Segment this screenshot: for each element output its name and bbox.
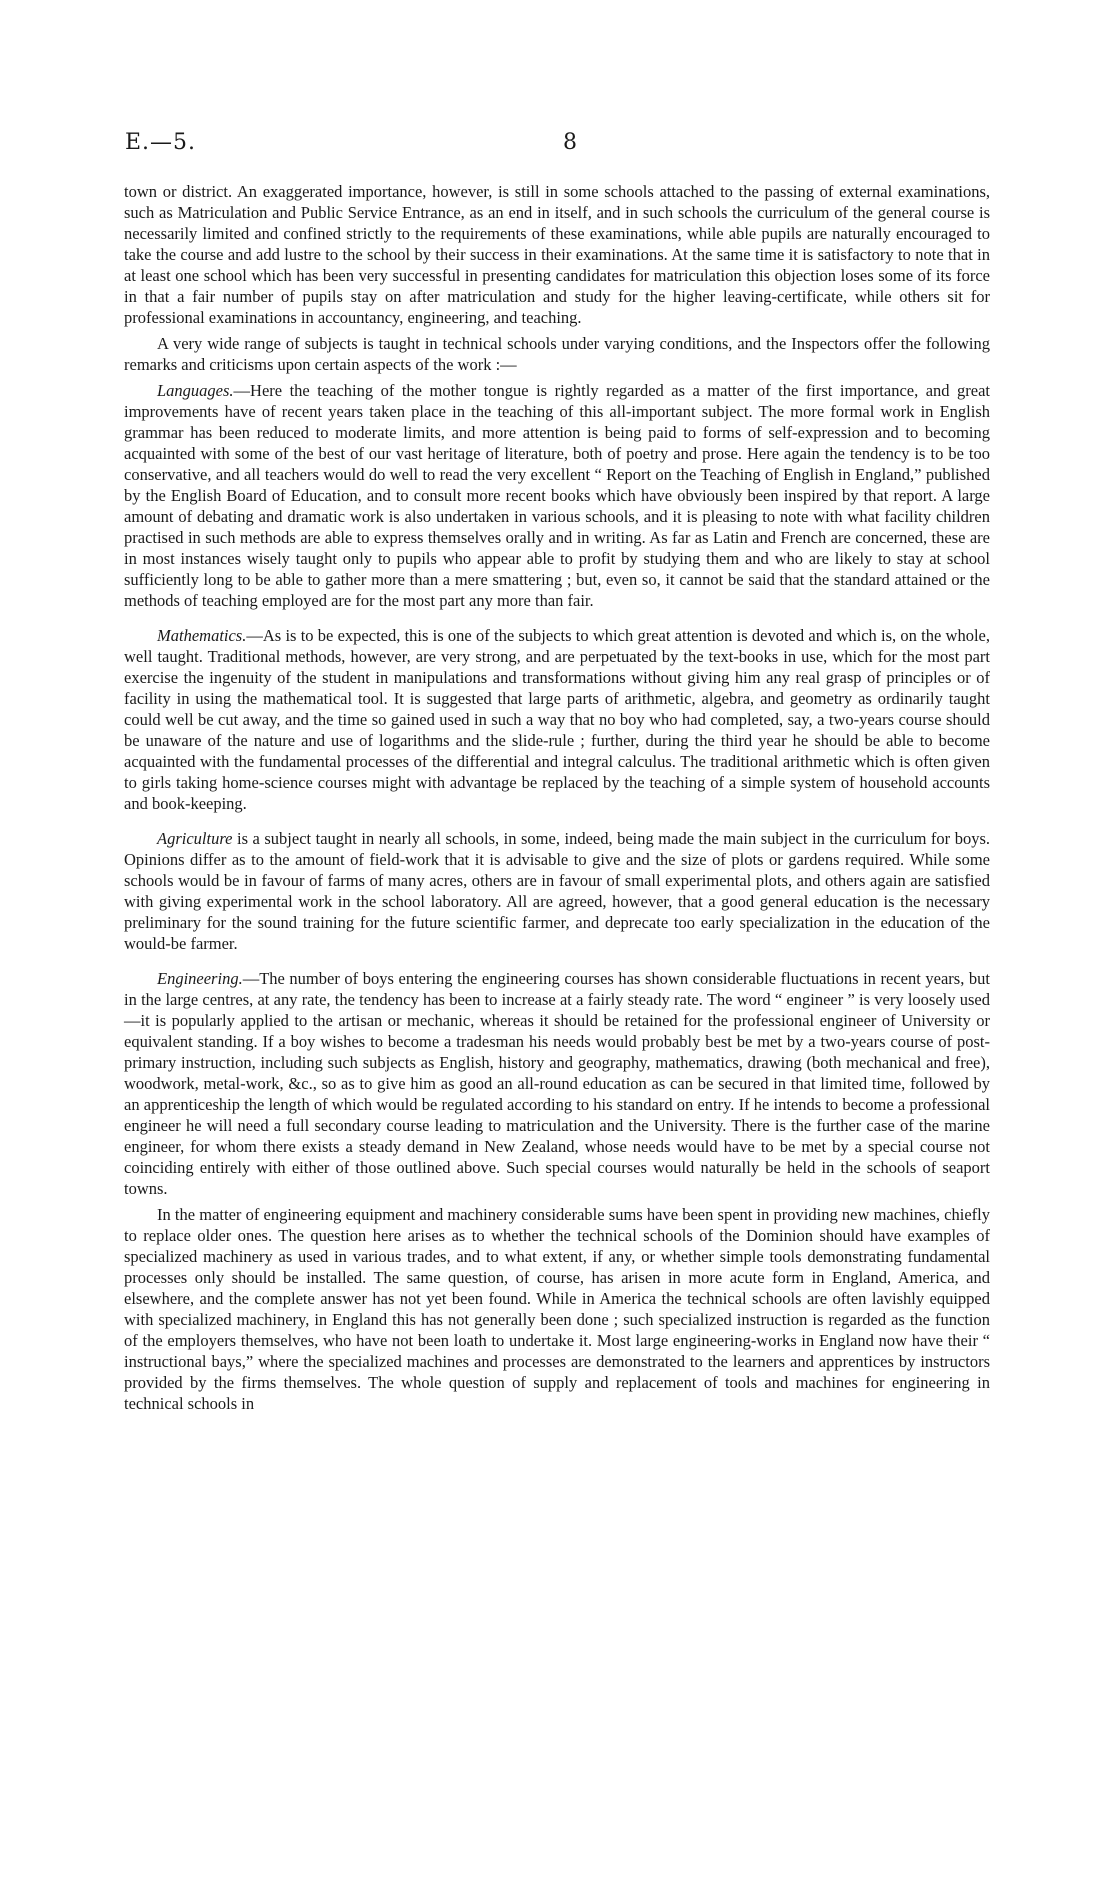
body-text — [124, 181, 990, 1419]
paragraph-text: In the matter of engineering equipment and machinery considerable sums have been spent in providing new machines, chiefly to replace older ones. The question here arises as to whether the technical schools of the Dominion should have examples of specialized machinery as used in various trades, and to what extent, if any, or whether simple tools demonstrating fundamental processes only should be installed. The same question, of course, has arisen in more acute form in England, America, and elsewhere, and the complete answer has not yet been found. While in America the technical schools are often lavishly equipped with specialized machinery, in England this has not generally been done ; such specialized instruction is regarded as the function of the employers themselves, who have not been loath to undertake it. Most large engineering-works in England now have their “ instructional bays,” where the specialized machines and processes are demonstrated to the learners and apprentices by instructors provided by the firms themselves. The whole question of supply and replacement of tools and machines for engineering in technical schools in — [124, 1205, 990, 1413]
section-heading: Languages. — [157, 381, 234, 400]
paragraph-agriculture — [124, 828, 990, 954]
paragraph-engineering — [124, 968, 990, 1199]
paragraph-text: A very wide range of subjects is taught in technical schools under varying conditions, and the Inspectors offer the following remarks and criticisms upon certain aspects of the work :— — [124, 334, 990, 374]
paragraph-equipment — [124, 1204, 990, 1414]
section-heading: Agriculture — [157, 829, 233, 848]
paragraph-text: —As is to be expected, this is one of the subjects to which great attention is devoted and which is, on the whole, well taught. Traditional methods, however, are very strong, and are perpetuated by the text-books in use, which for the most part exercise the ingenuity of the student in manipulations and transformations without giving him any real grasp of principles or of facility in using the mathematical tool. It is suggested that large parts of arithmetic, algebra, and geometry as ordinarily taught could well be cut away, and the time so gained used in such a way that no boy who had completed, say, a two-years course should be unaware of the nature and use of logarithms and the slide-rule ; further, during the third year he should be able to become acquainted with the fundamental processes of the differential and integral calculus. The traditional arithmetic which is often given to girls taking home-science courses might with advantage be replaced by the teaching of a simple system of household accounts and book-keeping. — [124, 626, 990, 813]
paragraph-text: —The number of boys entering the engineering courses has shown considerable fluctuations in recent years, but in the large centres, at any rate, the tendency has been to increase at a fairly steady rate. The word “ engineer ” is very loosely used—it is popularly applied to the artisan or mechanic, whereas it should be retained for the professional engineer of University or equivalent standing. If a boy wishes to become a tradesman his needs would probably best be met by a two-years course of post-primary instruction, including such subjects as English, history and geography, mathematics, drawing (both mechanical and free), woodwork, metal-work, &c., so as to give him as good an all-round education as can be secured in that limited time, followed by an apprenticeship the length of which would be regulated according to his standard on entry. If he intends to become a professional engineer he will need a full secondary course leading to matriculation and the University. There is the further case of the marine engineer, for whom there exists a steady demand in New Zealand, whose needs would have to be met by a special course not coinciding entirely with either of those outlined above. Such special courses would naturally be held in the schools of seaport towns. — [124, 969, 990, 1198]
paragraph-text: —Here the teaching of the mother tongue is rightly regarded as a matter of the first importance, and great improvements have of recent years taken place in the teaching of this all-important subject. The more formal work in English grammar has been reduced to moderate limits, and more attention is being paid to forms of self-expression and to becoming acquainted with some of the best of our vast heritage of literature, both of poetry and prose. Here again the tendency is to be too conservative, and all teachers would do well to read the very excellent “ Report on the Teaching of English in England,” published by the English Board of Education, and to consult more recent books which have obviously been inspired by that report. A large amount of debating and dramatic work is also undertaken in various schools, and it is pleasing to note with what facility children practised in such methods are able to express themselves orally and in writing. As far as Latin and French are concerned, these are in most instances wisely taught only to pupils who appear able to profit by studying them and who are likely to stay at school sufficiently long to be able to gather more than a mere smattering ; but, even so, it cannot be said that the standard attained or the methods of teaching employed are for the most part any more than fair. — [124, 381, 990, 610]
section-heading: Mathematics. — [157, 626, 247, 645]
paragraph-text: is a subject taught in nearly all schools, in some, indeed, being made the main subject in the curriculum for boys. Opinions differ as to the amount of field-work that it is advisable to give and the size of plots or gardens required. While some schools would be in favour of farms of many acres, others are in favour of small experimental plots, and others again are satisfied with giving experimental work in the school laboratory. All are agreed, however, that a good general education is the necessary preliminary for the sound training for the future scientific farmer, and deprecate too early specialization in the education of the would-be farmer. — [124, 829, 990, 953]
paragraph-continuation — [124, 181, 990, 328]
page-header — [125, 130, 989, 160]
document-reference: E.—5. — [125, 130, 197, 155]
paragraph-mathematics — [124, 625, 990, 814]
paragraph-languages — [124, 380, 990, 611]
paragraph-text: town or district. An exaggerated importance, however, is still in some schools attached to the passing of external examinations, such as Matriculation and Public Service Entrance, as an end in itself, and in such schools the curriculum of the general course is necessarily limited and confined strictly to the requirements of these examinations, while able pupils are naturally encouraged to take the course and add lustre to the school by their success in their examinations. At the same time it is satisfactory to note that in at least one school which has been very successful in presenting candidates for matriculation this objection loses some of its force in that a fair number of pupils stay on after matriculation and study for the higher leaving-certificate, while others sit for professional examinations in accountancy, engineering, and teaching. — [124, 182, 990, 327]
section-heading: Engineering. — [157, 969, 243, 988]
page-number: 8 — [563, 130, 577, 155]
paragraph-intro — [124, 333, 990, 375]
